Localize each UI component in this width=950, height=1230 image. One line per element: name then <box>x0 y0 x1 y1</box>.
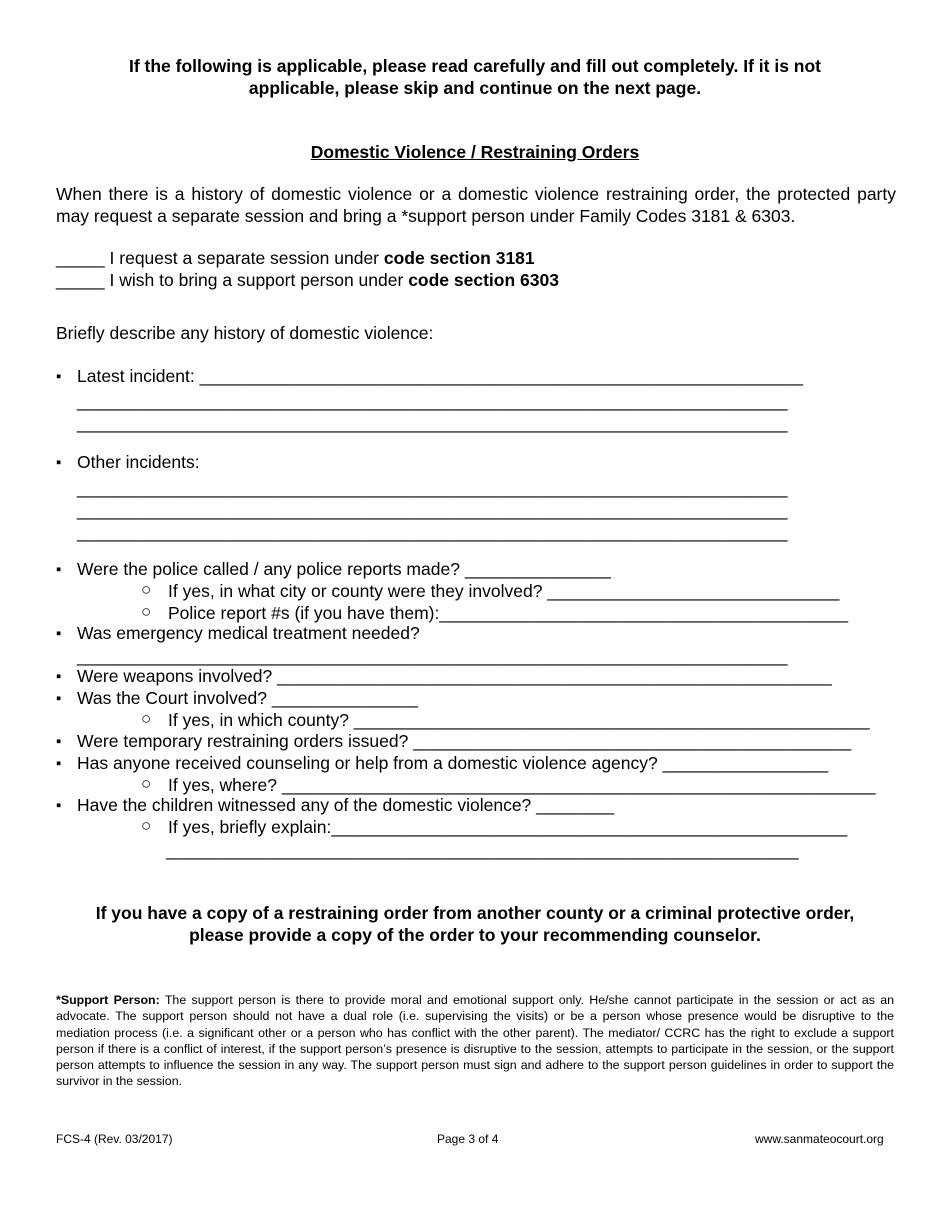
answer-blank[interactable]: _________________________________________________________ <box>277 666 832 686</box>
section-title: Domestic Violence / Restraining Orders <box>310 142 640 162</box>
latest-incident-line[interactable]: ______________________________________________________________ <box>199 366 804 386</box>
support-person-footnote <box>56 992 894 1090</box>
answer-blank[interactable]: _________________ <box>662 753 829 773</box>
intro-paragraph: When there is a history of domestic violence or a domestic violence restraining order, the protected party may request a separate session and bring a *support person under Family Codes 3181 & 6303. <box>56 184 896 226</box>
latest-incident-line-2[interactable]: _________________________________________________________________________ <box>77 391 788 411</box>
question-medical: Was emergency medical treatment needed? <box>77 623 420 643</box>
question-police-city[interactable]: If yes, in what city or county were they involved? ______________________________ <box>168 581 840 601</box>
answer-blank[interactable]: _____________________________________________ <box>413 731 852 751</box>
bullet-icon <box>56 668 61 685</box>
question-tro[interactable]: Were temporary restraining orders issued? _____________________________________________ <box>77 731 852 751</box>
notice-line-1: If the following is applicable, please read carefully and fill out completely. If it is not <box>128 56 822 76</box>
question-court[interactable]: Was the Court involved? _______________ <box>77 688 418 708</box>
bullet-icon <box>56 755 61 772</box>
other-incidents-line[interactable]: _________________________________________________________________________ <box>77 478 788 498</box>
answer-blank[interactable]: _______________ <box>464 559 611 579</box>
footnote-label: *Support Person: <box>56 993 160 1007</box>
request-support-person[interactable]: _____ I wish to bring a support person under code section 6303 <box>56 270 559 290</box>
answer-blank[interactable]: _____________________________________________________________ <box>281 775 876 795</box>
closing-line-2: please provide a copy of the order to your recommending counselor. <box>189 925 761 945</box>
bullet-icon <box>56 368 61 385</box>
other-incidents-label: Other incidents: <box>77 452 200 472</box>
footer-form-id: FCS-4 (Rev. 03/2017) <box>56 1132 173 1146</box>
sub-bullet-icon: ○ <box>141 774 152 793</box>
bullet-icon <box>56 797 61 814</box>
describe-prompt: Briefly describe any history of domestic violence: <box>56 323 434 343</box>
question-police[interactable]: Were the police called / any police reports made? _______________ <box>77 559 611 579</box>
applicability-notice <box>56 55 894 99</box>
bullet-icon <box>56 625 61 642</box>
footer-website[interactable]: www.sanmateocourt.org <box>755 1132 884 1146</box>
closing-notice <box>56 902 894 946</box>
answer-blank[interactable]: ________ <box>536 795 615 815</box>
closing-line-1: If you have a copy of a restraining order from another county or a criminal protective order, <box>95 903 855 923</box>
footnote-text: The support person is there to provide moral and emotional support only. He/she cannot participate in the session or act as an advocate. The support person should not have a dual role (i.e. supervising the visits) or be a person whose presence would be disruptive to the mediation process (i.e. a significant other or a person who has conflict with the other parent). The mediator/ CCRC has the right to exclude a support person if there is a conflict of interest, if the support person’s presence is disruptive to the session, attempts to participate in the session, or the support person attempts to influence the session in any way. The support person must sign and adhere to the support person guidelines in order to support the survivor in the session. <box>56 993 895 1089</box>
answer-blank[interactable]: __________________________________________ <box>439 603 849 623</box>
question-counseling[interactable]: Has anyone received counseling or help from a domestic violence agency? _________________ <box>77 753 829 773</box>
answer-blank[interactable]: _____________________________________________________ <box>331 817 848 837</box>
bullet-icon <box>56 733 61 750</box>
question-counseling-where[interactable]: If yes, where? _____________________________________________________________ <box>168 775 876 795</box>
sub-bullet-icon: ○ <box>141 602 152 621</box>
question-children[interactable]: Have the children witnessed any of the domestic violence? ________ <box>77 795 615 815</box>
latest-incident-line-3[interactable]: _________________________________________________________________________ <box>77 413 788 433</box>
footer-page-number: Page 3 of 4 <box>437 1132 499 1146</box>
bullet-icon <box>56 454 61 471</box>
question-children-explain[interactable]: If yes, briefly explain:_____________________________________________________ <box>168 817 848 837</box>
sub-bullet-icon: ○ <box>141 816 152 835</box>
question-police-report[interactable]: Police report #s (if you have them):__________________________________________ <box>168 603 849 623</box>
sub-bullet-icon: ○ <box>141 580 152 599</box>
bullet-icon <box>56 561 61 578</box>
answer-blank[interactable]: ______________________________ <box>547 581 840 601</box>
other-incidents-line[interactable]: _________________________________________________________________________ <box>77 522 788 542</box>
other-incidents-line[interactable]: _________________________________________________________________________ <box>77 500 788 520</box>
latest-incident[interactable]: Latest incident: ______________________________________________________________ <box>77 366 804 386</box>
question-weapons[interactable]: Were weapons involved? _________________________________________________________ <box>77 666 832 686</box>
answer-blank[interactable]: _____________________________________________________ <box>353 710 870 730</box>
sub-bullet-icon: ○ <box>141 709 152 728</box>
request-separate-session[interactable]: _____ I request a separate session under code section 3181 <box>56 248 535 268</box>
medical-answer-line[interactable]: _________________________________________________________________________ <box>77 646 788 666</box>
notice-line-2: applicable, please skip and continue on the next page. <box>248 78 702 98</box>
answer-blank[interactable]: _______________ <box>271 688 418 708</box>
request-blank[interactable]: _____ <box>56 270 105 290</box>
children-explain-line-2[interactable]: _________________________________________________________________ <box>166 840 799 860</box>
bullet-icon <box>56 690 61 707</box>
question-court-county[interactable]: If yes, in which county? _____________________________________________________ <box>168 710 870 730</box>
request-blank[interactable]: _____ <box>56 248 105 268</box>
